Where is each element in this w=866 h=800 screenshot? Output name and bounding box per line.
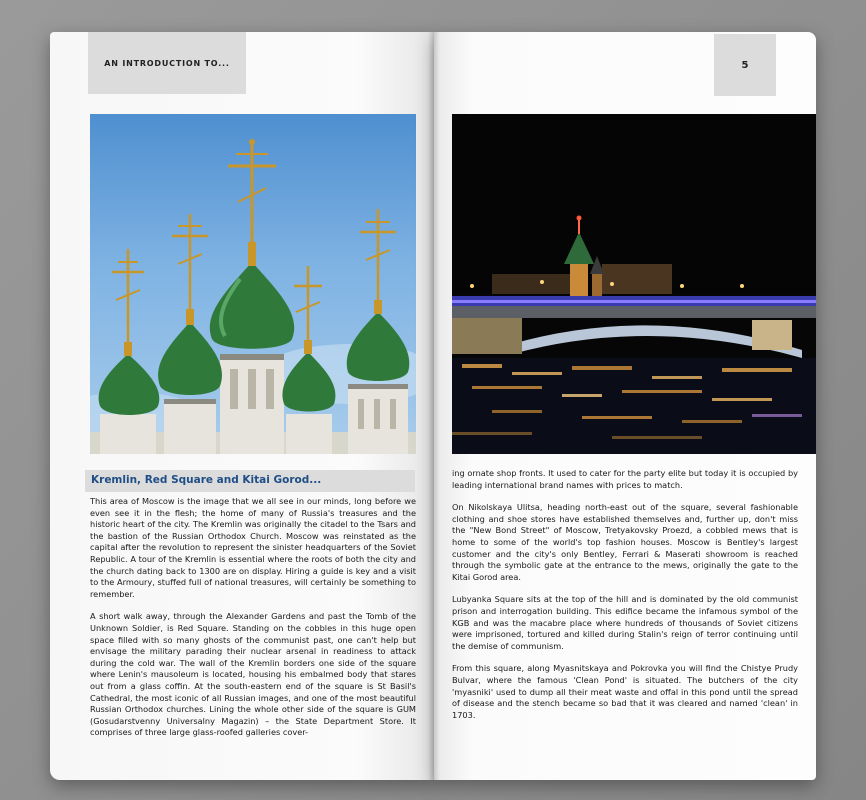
left-paragraph-2: A short walk away, through the Alexander Gardens and past the Tomb of the Unknown Soldier, is Red Square. Standing on the cobbles in this huge open space filled with so many ghosts of the communist past, one can't help but envisage the military parading their nuclear arsenal in readiness to attack during the cold war. The wall of the Kremlin borders one side of the square where Lenin's mausoleum is located, housing his embalmed body that stares out from a glass coffin. At the south-eastern end of the square is St Basil's Cathedral, the most iconic of all Russian images, and one of the most beautiful Russian Orthodox churches. Lining the whole other side of the square is GUM (Gosudarstvenny Universalny Magazin) – the State Department Store. It comprises of three large glass-roofed galleries cover- (90, 611, 416, 738)
section-heading-bar (85, 470, 415, 492)
kremlin-night-illustration (452, 114, 816, 454)
right-paragraph-2: On Nikolskaya Ulitsa, heading north-east out of the square, several fashionable clothing and shoe stores have established themselves and, further up, don't miss the "New Bond Street" of Moscow, Tretyakovsky Proezd, a cobbled mews that is home to some of the world's top fashion houses. Moscow is Bentley's largest customer and the city's only Bentley, Ferrari & Maserati showroom is reached through the symbolic gate at the entrance to the mews, originally the gate to the Kitai Gorod area. (452, 502, 798, 582)
left-body-text (90, 496, 416, 750)
section-title: Kremlin, Red Square and Kitai Gorod... (91, 474, 322, 486)
far-left-dome (99, 249, 160, 454)
photo-kremlin-night (452, 114, 816, 454)
page-number-tab (714, 34, 776, 96)
left-paragraph-1: This area of Moscow is the image that we all see in our minds, long before we even see it in the flesh; the home of many of Russia's treasures and the historic heart of the city. The Kremlin was originally the citadel to the Tsars and the bastion of the Russian Orthodox Church. Moscow was reinstated as the capital after the revolution to represent the sinister headquarters of the Soviet Republic. A tour of the Kremlin is essential where the roots of both the city and the church dating back to 1300 are on display. Hiring a guide is key and a visit to the Armoury, stuffed full of national treasures, will certainly be something to remember. (90, 496, 416, 599)
header-title: AN INTRODUCTION TO... (104, 58, 230, 68)
right-body-text (452, 468, 798, 732)
onion-domes-illustration (90, 114, 416, 454)
center-dome (210, 139, 294, 454)
far-right-dome (347, 209, 410, 454)
right-paragraph-4: From this square, along Myasnitskaya and Pokrovka you will find the Chistye Prudy Bulvar, where the famous 'Clean Pond' is situated. The butchers of the city 'myasniki' used to dump all their meat waste and offal in this pond until the spread of disease and the stench became so bad that it was cleared and named 'clean' in 1703. (452, 663, 798, 720)
left-page (50, 32, 434, 780)
photo-onion-domes (90, 114, 416, 454)
right-paragraph-3: Lubyanka Square sits at the top of the hill and is dominated by the old communist prison and interrogation building. This edifice became the infamous symbol of the KGB and was the macabre place where hundreds of thousands of Soviet citizens were imprisoned, tortured and killed during Stalin's reign of terror continuing until the demise of communism. (452, 594, 798, 651)
right-paragraph-1: ing ornate shop fronts. It used to cater for the party elite but today it is occupied by leading international brand names with prices to match. (452, 468, 798, 490)
right-page (434, 32, 816, 780)
brochure-spread (50, 32, 816, 780)
header-tab (88, 32, 246, 94)
page-number: 5 (741, 59, 749, 71)
